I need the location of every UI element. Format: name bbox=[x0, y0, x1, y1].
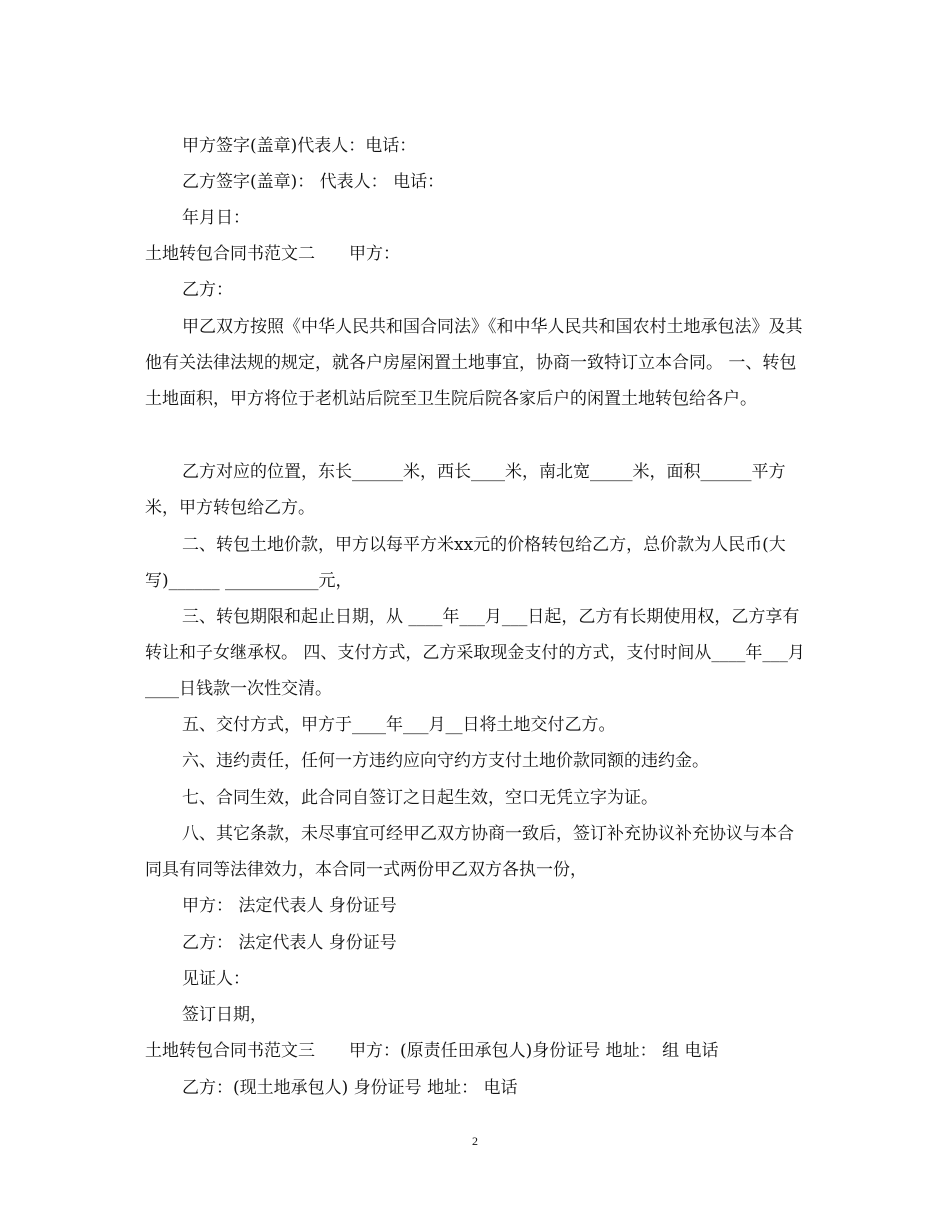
signature-line-party-b: 乙方签字(盖章)： 代表人： 电话： bbox=[182, 172, 445, 192]
signature-line-party-a: 甲方签字(盖章)代表人：电话： bbox=[182, 136, 417, 156]
paragraph-preamble: 甲乙双方按照《中华人民共和国合同法》《和中华人民共和国农村土地承包法》及其他有关法律法规的规定，就各户房屋闲置土地事宜，协商一致特订立本合同。 一、转包土地面积，甲方将位于老机站后院至卫生院后院各家后户的闲置土地转包给各户。 bbox=[145, 317, 803, 409]
party-b-line: 乙方： bbox=[182, 280, 233, 300]
paragraph-other-terms: 八、其它条款，未尽事宜可经甲乙双方协商一致后，签订补充协议补充协议与本合同具有同等法律效力，本合同一式两份甲乙双方各执一份， bbox=[145, 824, 794, 880]
paragraph-position: 乙方对应的位置，东长______米，西长____米，南北宽_____米，面积______平方米，甲方转包给乙方。 bbox=[145, 462, 786, 518]
party-a-representative: 甲方： 法定代表人 身份证号 bbox=[182, 896, 397, 916]
date-line: 年月日： bbox=[182, 208, 250, 228]
paragraph-term-payment: 三、转包期限和起止日期，从 ____年___月___日起，乙方有长期使用权，乙方享有转让和子女继承权。 四、支付方式，乙方采取现金支付的方式，支付时间从____年___月____日钱款一次性交清。 bbox=[145, 607, 805, 699]
signing-date-line: 签订日期， bbox=[182, 1005, 267, 1025]
paragraph-effective: 七、合同生效，此合同自签订之日起生效，空口无凭立字为证。 bbox=[182, 788, 658, 808]
paragraph-liability: 六、违约责任，任何一方违约应向守约方支付土地价款同额的违约金。 bbox=[182, 751, 709, 771]
paragraph-delivery: 五、交付方式，甲方于____年___月__日将土地交付乙方。 bbox=[182, 715, 616, 735]
section-heading-three: 土地转包合同书范文三 甲方：(原责任田承包人)身份证号 地址： 组 电话 bbox=[145, 1041, 719, 1061]
witness-line: 见证人： bbox=[182, 969, 250, 989]
party-b-representative: 乙方： 法定代表人 身份证号 bbox=[182, 933, 397, 953]
section-heading-two: 土地转包合同书范文二 甲方： bbox=[145, 244, 400, 264]
paragraph-price: 二、转包土地价款，甲方以每平方米xx元的价格转包给乙方，总价款为人民币(大写)______ ___________元， bbox=[145, 535, 786, 591]
page-number: 2 bbox=[472, 1134, 478, 1148]
party-b-info-line: 乙方：(现土地承包人) 身份证号 地址： 电话 bbox=[182, 1078, 518, 1098]
